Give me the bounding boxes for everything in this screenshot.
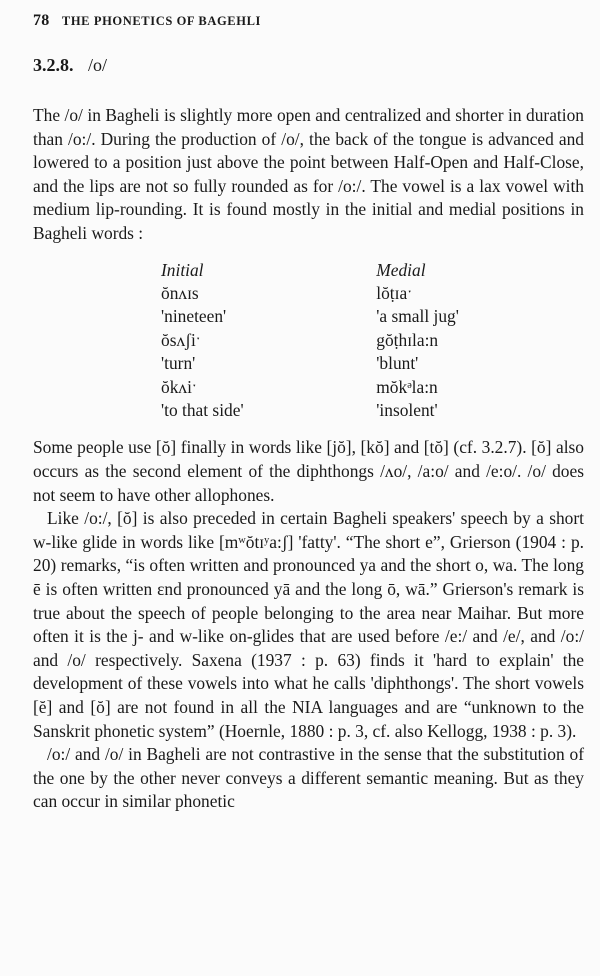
- paragraph-contrast: /o:/ and /o/ in Bagheli are not contrastive in the sense that the substitution of the one by the other never conveys a different semantic meaning. But as they can occur in similar phonetic: [33, 744, 584, 812]
- example-row: [33, 399, 584, 422]
- running-title: THE PHONETICS OF BAGEHLI: [61, 14, 261, 28]
- paragraph-intro: The /o/ in Bagheli is slightly more open and centralized and shorter in duration than /o:/. During the production of /o/, the back of the tongue is advanced and lowered to a position just above the point between Half-Open and Half-Close, and the lips are not so fully rounded as for /o:/. The vowel is a lax vowel with medium lip-rounding. It is found mostly in the initial and medial positions in Bagheli words :: [33, 105, 584, 243]
- example-initial: ŏkʌiˑ: [161, 376, 197, 397]
- example-initial: 'nineteen': [161, 306, 227, 327]
- example-initial: 'to that side': [161, 400, 244, 420]
- example-medial: lŏṭɪaˑ: [376, 282, 413, 303]
- running-head: [33, 10, 584, 32]
- example-medial: mŏkᵊla:n: [376, 376, 438, 397]
- header-initial: Initial: [161, 259, 204, 280]
- example-row: [33, 376, 584, 399]
- example-medial: 'blunt': [376, 353, 419, 374]
- section-title: /o/: [88, 55, 108, 75]
- example-row: [33, 305, 584, 328]
- examples-table: [33, 259, 584, 423]
- example-row: [33, 352, 584, 375]
- paragraph-allophones: Some people use [ŏ] finally in words like [jŏ], [kŏ] and [tŏ] (cf. 3.2.7). [ŏ] also occurs as the second element of the diphthongs /ʌo/, /a:o/ and /e:o/. /o/ does not seem to have other allophones.: [33, 437, 584, 505]
- example-row: [33, 329, 584, 352]
- example-initial: ŏnʌɪs: [161, 282, 199, 303]
- section-number: 3.2.8.: [33, 55, 74, 75]
- page-number: 78: [33, 12, 50, 29]
- examples-header-row: [33, 259, 584, 282]
- example-initial: ŏsʌʃiˑ: [161, 329, 201, 350]
- header-medial: Medial: [376, 259, 426, 280]
- example-row: [33, 282, 584, 305]
- paragraph-glides: Like /o:/, [ŏ] is also preceded in certain Bagheli speakers' speech by a short w-like glide in words like [mʷŏtɪʸa:ʃ] 'fatty'. “The short e”, Grierson (1904 : p. 20) remarks, “is often written and pronounced ya and the short o, wa. The long ē is often written ɛnd pronounced yā and the long ō, wā.” Grierson's remark is true about the speech of people belonging to the area near Maihar. But more often it is the j- and w-like on-glides that are used before /e:/ and /e/, and /o:/ and /o/ respectively. Saxena (1937 : p. 63) finds it 'hard to explain' the development of these vowels into what he calls 'diphthongs'. The short vowels [ĕ] and [ŏ] are not found in all the NIA languages and are “unknown to the Sanskrit phonetic system” (Hoernle, 1880 : p. 3, cf. also Kellogg, 1938 : p. 3).: [33, 508, 584, 741]
- example-medial: gŏṭhɪla:n: [376, 329, 439, 350]
- example-medial: 'a small jug': [376, 306, 459, 327]
- example-medial: 'insolent': [376, 400, 438, 420]
- section-heading: [33, 53, 584, 77]
- example-initial: 'turn': [161, 353, 196, 374]
